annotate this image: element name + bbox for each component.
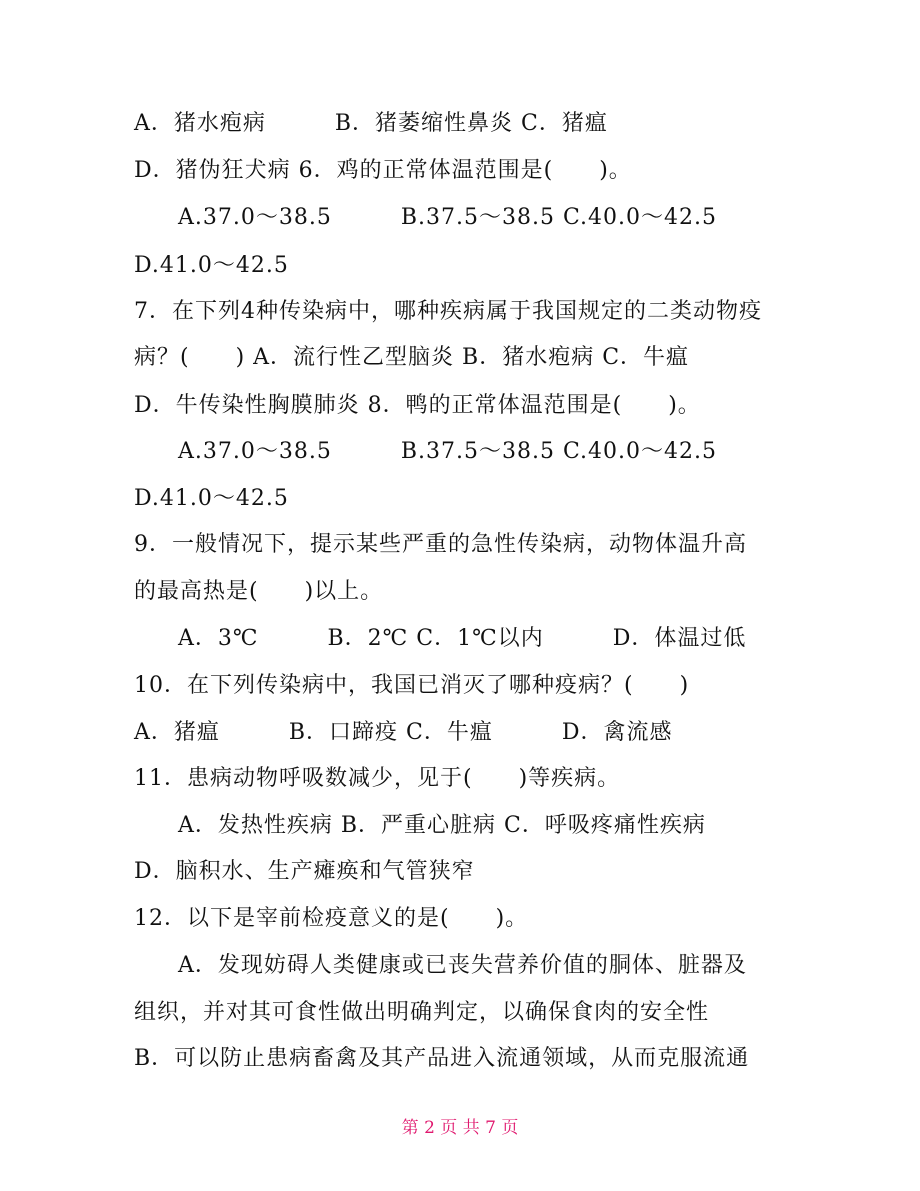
- text-line: 10．在下列传染病中，我国已消灭了哪种疫病？( ): [134, 673, 690, 698]
- text-line: 12．以下是宰前检疫意义的是( )。: [134, 906, 529, 931]
- text-line: D．牛传染性胸膜肺炎 8．鸭的正常体温范围是( )。: [134, 393, 701, 418]
- text-line: D．脑积水、生产瘫痪和气管狭窄: [134, 859, 475, 884]
- text-line: A.37.0～38.5 B.37.5～38.5 C.40.0～42.5: [178, 439, 717, 464]
- text-line: 11．患病动物呼吸数减少，见于( )等疾病。: [134, 766, 621, 791]
- text-line: A．3℃ B．2℃ C．1℃以内 D．体温过低: [178, 626, 747, 651]
- page-number-footer: 第 2 页 共 7 页: [401, 1118, 519, 1138]
- text-line: 9．一般情况下，提示某些严重的急性传染病，动物体温升高: [134, 532, 747, 557]
- text-line: D．猪伪狂犬病 6．鸡的正常体温范围是( )。: [134, 158, 632, 183]
- text-line: 7．在下列4种传染病中，哪种疾病属于我国规定的二类动物疫: [134, 299, 762, 324]
- text-line: A．发现妨碍人类健康或已丧失营养价值的胴体、脏器及: [178, 953, 747, 978]
- text-line: A.37.0～38.5 B.37.5～38.5 C.40.0～42.5: [178, 205, 717, 230]
- text-line: D.41.0～42.5: [134, 486, 289, 511]
- text-line: A．发热性疾病 B．严重心脏病 C．呼吸疼痛性疾病: [178, 813, 706, 838]
- text-line: 病？( ) A．流行性乙型脑炎 B．猪水疱病 C．牛瘟: [134, 345, 690, 370]
- text-line: 的最高热是( )以上。: [134, 579, 384, 604]
- text-line: A．猪瘟 B．口蹄疫 C．牛瘟 D．禽流感: [134, 720, 673, 745]
- text-line: 组织，并对其可食性做出明确判定，以确保食肉的安全性: [134, 1000, 710, 1025]
- text-line: B．可以防止患病畜禽及其产品进入流通领域，从而克服流通: [134, 1046, 750, 1071]
- text-line: D.41.0～42.5: [134, 253, 289, 278]
- text-line: A．猪水疱病 B．猪萎缩性鼻炎 C．猪瘟: [134, 111, 608, 136]
